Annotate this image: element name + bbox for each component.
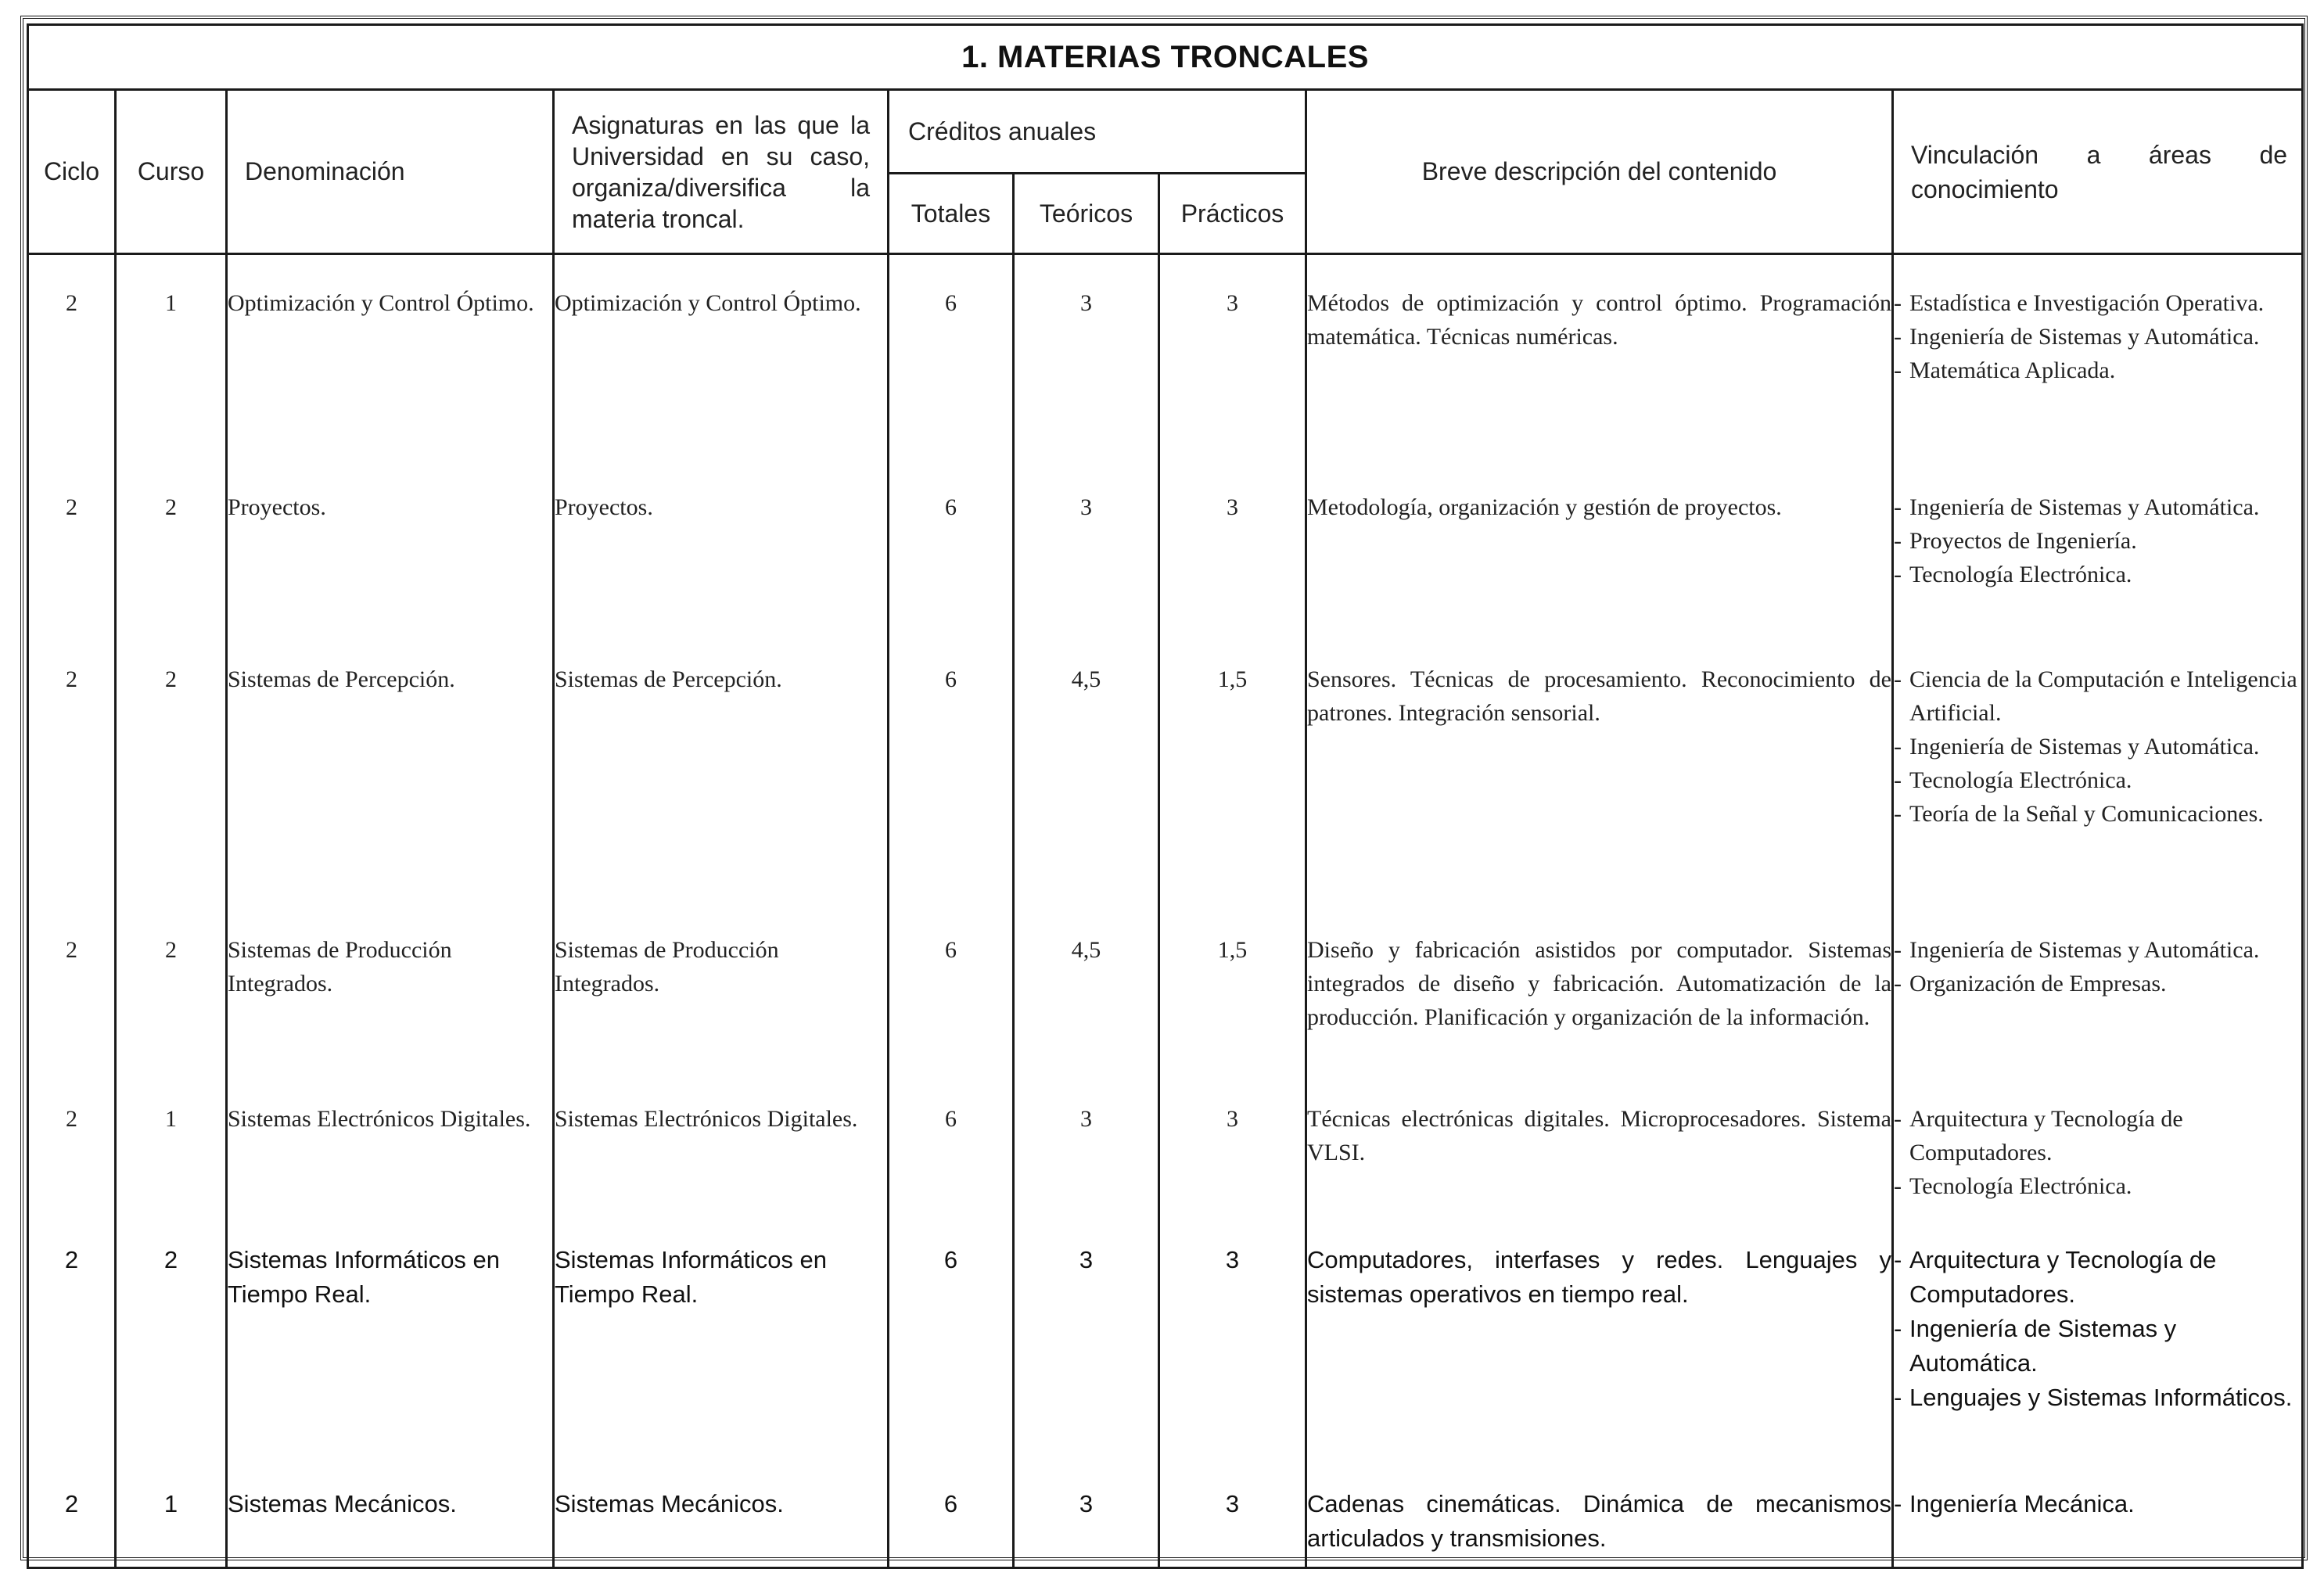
cell-asignatura: Sistemas Electrónicos Digitales. <box>554 1071 889 1212</box>
header-vinculacion-word: a <box>2086 140 2101 169</box>
header-vinculacion <box>1893 90 2303 254</box>
area-text: Tecnología Electrónica. <box>1909 561 2132 587</box>
cell-totales: 6 <box>889 631 1014 902</box>
table-row <box>28 631 2303 902</box>
cell-teoricos: 3 <box>1014 459 1159 631</box>
cell-denominacion: Sistemas Informáticos en Tiempo Real. <box>227 1212 554 1443</box>
header-practicos: Prácticos <box>1159 174 1306 254</box>
cell-asignatura: Sistemas Informáticos en Tiempo Real. <box>554 1212 889 1443</box>
table-title: 1. MATERIAS TRONCALES <box>28 25 2303 90</box>
area-item <box>1894 1487 2301 1521</box>
area-item <box>1894 730 2301 763</box>
area-text: Lenguajes y Sistemas Informáticos. <box>1909 1383 2293 1411</box>
area-text: Estadística e Investigación Operativa. <box>1909 290 2265 316</box>
cell-totales: 6 <box>889 1071 1014 1212</box>
cell-areas <box>1893 459 2303 631</box>
area-item <box>1894 763 2301 797</box>
header-teoricos: Teóricos <box>1014 174 1159 254</box>
area-item <box>1894 286 2301 320</box>
area-item <box>1894 663 2301 730</box>
cell-teoricos: 3 <box>1014 1443 1159 1568</box>
header-asignaturas: Asignaturas en las que la Universidad en su caso, organiza/diversifica la materia troncal. <box>554 90 889 254</box>
area-bullet: - <box>1894 494 1902 520</box>
cell-curso: 1 <box>116 254 227 459</box>
area-bullet: - <box>1894 357 1902 383</box>
area-item <box>1894 354 2301 387</box>
area-item <box>1894 1102 2301 1169</box>
cell-curso: 1 <box>116 1443 227 1568</box>
area-bullet: - <box>1894 290 1902 316</box>
header-denominacion: Denominación <box>227 90 554 254</box>
cell-ciclo: 2 <box>28 459 116 631</box>
cell-descripcion: Metodología, organización y gestión de proyectos. <box>1306 459 1893 631</box>
cell-asignatura: Sistemas de Percepción. <box>554 631 889 902</box>
table-row <box>28 1212 2303 1443</box>
cell-areas <box>1893 902 2303 1071</box>
header-totales: Totales <box>889 174 1014 254</box>
cell-teoricos: 4,5 <box>1014 902 1159 1071</box>
header-creditos-anuales: Créditos anuales <box>889 90 1306 174</box>
area-bullet: - <box>1894 527 1902 554</box>
area-item <box>1894 967 2301 1000</box>
cell-totales: 6 <box>889 902 1014 1071</box>
cell-totales: 6 <box>889 254 1014 459</box>
cell-descripcion: Computadores, interfases y redes. Lenguajes y sistemas operativos en tiempo real. <box>1306 1212 1893 1443</box>
cell-descripcion: Cadenas cinemáticas. Dinámica de mecanismos articulados y transmisiones. <box>1306 1443 1893 1568</box>
area-item <box>1894 320 2301 354</box>
cell-ciclo: 2 <box>28 1443 116 1568</box>
header-vinculacion-word: Vinculación <box>1911 140 2039 169</box>
area-text: Ingeniería de Sistemas y Automática. <box>1909 324 2260 350</box>
cell-teoricos: 3 <box>1014 254 1159 459</box>
cell-totales: 6 <box>889 1212 1014 1443</box>
cell-asignatura: Sistemas de Producción Integrados. <box>554 902 889 1071</box>
cell-areas <box>1893 254 2303 459</box>
cell-areas <box>1893 1071 2303 1212</box>
area-item <box>1894 1169 2301 1203</box>
cell-totales: 6 <box>889 1443 1014 1568</box>
header-vinculacion-word: áreas <box>2148 140 2211 169</box>
cell-practicos: 3 <box>1159 254 1306 459</box>
area-bullet: - <box>1894 1245 1902 1273</box>
materias-troncales-table <box>27 23 2304 1569</box>
header-vinculacion-word: de <box>2259 140 2288 169</box>
cell-ciclo: 2 <box>28 1071 116 1212</box>
area-bullet: - <box>1894 561 1902 587</box>
cell-curso: 1 <box>116 1071 227 1212</box>
cell-practicos: 1,5 <box>1159 902 1306 1071</box>
area-item <box>1894 524 2301 558</box>
area-text: Proyectos de Ingeniería. <box>1909 527 2137 554</box>
area-item <box>1894 1243 2301 1312</box>
cell-descripcion: Diseño y fabricación asistidos por computador. Sistemas integrados de diseño y fabricación. Automatización de la producción. Planificación y organización de la información. <box>1306 902 1893 1071</box>
area-bullet: - <box>1894 324 1902 350</box>
table-row <box>28 459 2303 631</box>
area-text: Arquitectura y Tecnología de Computadores. <box>1909 1245 2217 1308</box>
area-item <box>1894 797 2301 831</box>
cell-ciclo: 2 <box>28 254 116 459</box>
area-text: Ingeniería de Sistemas y Automática. <box>1909 936 2260 963</box>
area-bullet: - <box>1894 666 1902 692</box>
cell-curso: 2 <box>116 631 227 902</box>
area-item <box>1894 1312 2301 1381</box>
cell-areas <box>1893 1443 2303 1568</box>
area-item <box>1894 490 2301 524</box>
area-bullet: - <box>1894 1314 1902 1342</box>
area-text: Ciencia de la Computación e Inteligencia Artificial. <box>1909 666 2297 726</box>
cell-descripcion: Métodos de optimización y control óptimo. Programación matemática. Técnicas numéricas. <box>1306 254 1893 459</box>
area-bullet: - <box>1894 1489 1902 1517</box>
header-descripcion: Breve descripción del contenido <box>1306 90 1893 254</box>
cell-teoricos: 4,5 <box>1014 631 1159 902</box>
area-bullet: - <box>1894 1383 1902 1411</box>
cell-ciclo: 2 <box>28 902 116 1071</box>
cell-ciclo: 2 <box>28 1212 116 1443</box>
cell-asignatura: Proyectos. <box>554 459 889 631</box>
cell-areas <box>1893 1212 2303 1443</box>
area-item <box>1894 1381 2301 1415</box>
cell-asignatura: Sistemas Mecánicos. <box>554 1443 889 1568</box>
area-item <box>1894 558 2301 591</box>
cell-denominacion: Sistemas de Percepción. <box>227 631 554 902</box>
cell-areas <box>1893 631 2303 902</box>
area-text: Teoría de la Señal y Comunicaciones. <box>1909 800 2264 827</box>
cell-ciclo: 2 <box>28 631 116 902</box>
area-text: Tecnología Electrónica. <box>1909 1172 2132 1199</box>
table-row <box>28 902 2303 1071</box>
cell-practicos: 3 <box>1159 1443 1306 1568</box>
cell-practicos: 3 <box>1159 1071 1306 1212</box>
cell-teoricos: 3 <box>1014 1071 1159 1212</box>
header-vinculacion-rest: conocimiento <box>1911 174 2059 203</box>
table-row <box>28 254 2303 459</box>
area-bullet: - <box>1894 767 1902 793</box>
cell-denominacion: Optimización y Control Óptimo. <box>227 254 554 459</box>
area-item <box>1894 933 2301 967</box>
area-bullet: - <box>1894 936 1902 963</box>
area-bullet: - <box>1894 1105 1902 1132</box>
cell-practicos: 3 <box>1159 459 1306 631</box>
cell-descripcion: Técnicas electrónicas digitales. Microprocesadores. Sistema VLSI. <box>1306 1071 1893 1212</box>
table-row <box>28 1443 2303 1568</box>
cell-denominacion: Sistemas Mecánicos. <box>227 1443 554 1568</box>
cell-denominacion: Sistemas de Producción Integrados. <box>227 902 554 1071</box>
table-body <box>28 254 2303 1568</box>
area-bullet: - <box>1894 1172 1902 1199</box>
header-ciclo: Ciclo <box>28 90 116 254</box>
cell-denominacion: Sistemas Electrónicos Digitales. <box>227 1071 554 1212</box>
cell-totales: 6 <box>889 459 1014 631</box>
area-text: Tecnología Electrónica. <box>1909 767 2132 793</box>
cell-curso: 2 <box>116 459 227 631</box>
area-text: Matemática Aplicada. <box>1909 357 2116 383</box>
cell-curso: 2 <box>116 1212 227 1443</box>
area-text: Arquitectura y Tecnología de Computadores. <box>1909 1105 2183 1165</box>
cell-teoricos: 3 <box>1014 1212 1159 1443</box>
cell-practicos: 3 <box>1159 1212 1306 1443</box>
table-row <box>28 1071 2303 1212</box>
cell-asignatura: Optimización y Control Óptimo. <box>554 254 889 459</box>
area-text: Ingeniería de Sistemas y Automática. <box>1909 1314 2177 1377</box>
header-curso: Curso <box>116 90 227 254</box>
cell-descripcion: Sensores. Técnicas de procesamiento. Reconocimiento de patrones. Integración sensorial. <box>1306 631 1893 902</box>
area-bullet: - <box>1894 733 1902 759</box>
area-text: Organización de Empresas. <box>1909 970 2167 996</box>
cell-curso: 2 <box>116 902 227 1071</box>
area-bullet: - <box>1894 800 1902 827</box>
area-bullet: - <box>1894 970 1902 996</box>
area-text: Ingeniería Mecánica. <box>1909 1489 2135 1517</box>
cell-denominacion: Proyectos. <box>227 459 554 631</box>
area-text: Ingeniería de Sistemas y Automática. <box>1909 494 2260 520</box>
cell-practicos: 1,5 <box>1159 631 1306 902</box>
area-text: Ingeniería de Sistemas y Automática. <box>1909 733 2260 759</box>
